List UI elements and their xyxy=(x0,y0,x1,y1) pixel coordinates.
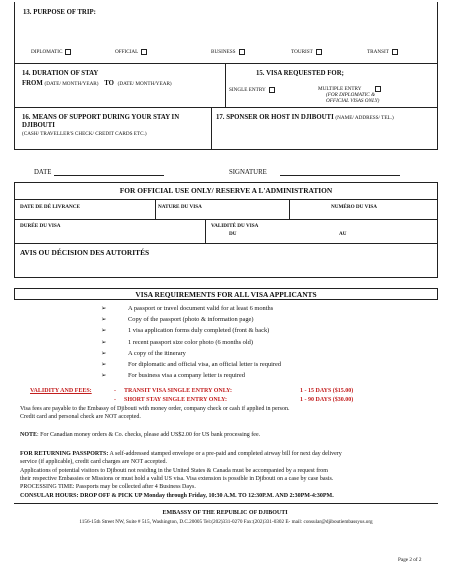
requirement-item: Copy of the passport (photo & information page) xyxy=(128,316,254,324)
single-entry-checkbox[interactable] xyxy=(269,87,275,93)
multiple-note-1: (FOR DIPLOMATIC & xyxy=(326,92,376,98)
official-vline-2 xyxy=(289,199,290,219)
official-checkbox[interactable] xyxy=(141,49,147,55)
validity-value-1: 1 - 15 DAYS ($15.00) xyxy=(300,388,354,394)
footer-rule xyxy=(14,503,438,504)
embassy-address: 1156-15th Street NW, Suite # 515, Washington, D.C.20005 Tel:(202)331-0270 Fax:(202)331-0302 E- mail: consular@djiboutiembassyus.org xyxy=(79,519,373,525)
requirement-item: 1 recent passport size color photo (6 months old) xyxy=(128,338,253,346)
purpose-option-business[interactable]: BUSINESS xyxy=(211,49,245,55)
bullet-arrow-icon: ➢ xyxy=(101,338,107,346)
returning-row: FOR RETURNING PASSPORTS: A self-addressed stamped envelope or a pre-paid and completed airway bill for next day delivery xyxy=(20,451,342,457)
nature-label: NATURE DU VISA xyxy=(158,204,202,210)
requirement-item: A copy of the itinerary xyxy=(128,349,186,357)
means-hint: (CASH/ TRAVELLER'S CHECK/ CREDIT CARDS ETC.) xyxy=(22,131,147,137)
official-divider-2 xyxy=(15,219,437,220)
consular-hours: CONSULAR HOURS: DROP OFF & PICK UP Monday through Friday, 10:30 A.M. TO 12:30P.M. AND 2:30PM-4:30PM. xyxy=(20,493,334,499)
bullet-arrow-icon: ➢ xyxy=(101,372,107,380)
note-row: NOTE: For Canadian money orders & Co. checks, please add US$2.00 for US bank processing fee. xyxy=(20,432,261,438)
bullet-arrow-icon: ➢ xyxy=(101,327,107,335)
fees-line-1: Visa fees are payable to the Embassy of Djibouti with money order, company check or cash if applied in person. xyxy=(20,406,290,412)
date-delivrance-label: DATE DE DÉ LIVRANCE xyxy=(20,204,80,210)
sponsor-host-box xyxy=(211,108,438,150)
numero-label: NUMÉRO DU VISA xyxy=(331,204,378,210)
page-number: Page 2 of 2 xyxy=(398,557,422,563)
applications-line-2: their respective Embassies or Missions or must hold a valid US visa. Visa extension is possible in Djibouti on a case by case basis. xyxy=(20,476,334,482)
visa-requested-box xyxy=(225,64,438,108)
embassy-name: EMBASSY OF THE REPUBLIC OF DJIBOUTI xyxy=(162,510,288,516)
validity-dash-2: - xyxy=(114,397,116,403)
date-label: DATE xyxy=(34,169,52,176)
requirement-item: 1 visa application forms duly completed (front & back) xyxy=(128,327,270,335)
date-line[interactable] xyxy=(54,175,164,176)
au-label: AU xyxy=(339,231,347,237)
duration-of-stay-box xyxy=(14,64,226,108)
validite-label: VALIDITÉ DU VISA xyxy=(211,223,259,229)
requirement-item: For diplomatic and official visa, an official letter is required xyxy=(128,361,282,368)
du-label: DU xyxy=(229,231,237,237)
validity-label: VALIDITY AND FEES: xyxy=(30,388,92,394)
bullet-arrow-icon: ➢ xyxy=(101,361,107,368)
bullet-arrow-icon: ➢ xyxy=(101,305,107,312)
purpose-option-transit[interactable]: TRANSIT xyxy=(367,49,398,55)
transit-checkbox[interactable] xyxy=(392,49,398,55)
single-entry-option[interactable]: SINGLE ENTRY xyxy=(229,87,275,93)
purpose-option-official[interactable]: OFFICIAL xyxy=(115,49,147,55)
official-divider-1 xyxy=(15,199,437,200)
multiple-entry-checkbox[interactable] xyxy=(375,86,381,92)
official-divider-3 xyxy=(15,243,437,244)
duration-from-row: FROM (DATE/ MONTH/YEAR) TO (DATE/ MONTH/YEAR) xyxy=(22,80,172,87)
requirements-title: VISA REQUIREMENTS FOR ALL VISA APPLICANTS xyxy=(135,290,317,299)
duree-label: DURÉE DU VISA xyxy=(20,223,61,229)
returning-line-2: service (if applicable), credit card charges are NOT accepted. xyxy=(20,459,168,465)
signature-line[interactable] xyxy=(280,175,400,176)
sponsor-title-row: 17. SPONSER OR HOST IN DJIBOUTI (NAME/ ADDRESS/ TEL.) xyxy=(216,114,394,121)
tourist-checkbox[interactable] xyxy=(316,49,322,55)
means-title-2: DJIBOUTI xyxy=(22,122,55,129)
applications-line-1: Applications of potential visitors to Djibouti not residing in the United States & Canada must be accompanied by a request from xyxy=(20,468,328,474)
processing-time: PROCESSING TIME: Passports may be collected after 4 Business Days. xyxy=(20,484,196,490)
validity-name-1: TRANSIT VISA SINGLE ENTRY ONLY: xyxy=(124,388,232,394)
requirement-item: For business visa a company letter is required xyxy=(128,372,245,380)
official-use-title: FOR OFFICIAL USE ONLY/ RESERVE A L'ADMINISTRATION xyxy=(119,186,333,195)
requirement-item: A passport or travel document valid for at least 6 months xyxy=(128,305,274,312)
validity-value-2: 1 - 90 DAYS ($30.00) xyxy=(300,397,354,403)
visa-requested-title: 15. VISA REQUESTED FOR; xyxy=(256,70,344,77)
bullet-arrow-icon: ➢ xyxy=(101,316,107,324)
purpose-option-tourist[interactable]: TOURIST xyxy=(291,49,322,55)
diplomatic-checkbox[interactable] xyxy=(65,49,71,55)
purpose-option-diplomatic[interactable]: DIPLOMATIC xyxy=(31,49,71,55)
avis-label: AVIS OU DÉCISION DES AUTORITÉS xyxy=(20,248,150,257)
official-vline-3 xyxy=(205,219,206,243)
purpose-of-trip-box xyxy=(14,2,438,64)
multiple-entry-option[interactable]: MULTIPLE ENTRY xyxy=(318,86,381,92)
requirements-title-box xyxy=(14,288,438,300)
multiple-note-2: OFFICIAL VISAS ONLY) xyxy=(326,98,380,104)
means-title-1: 16. MEANS OF SUPPORT DURING YOUR STAY IN xyxy=(22,114,180,121)
signature-label: SIGNATURE xyxy=(229,169,267,176)
fees-line-2: Credit card and personal check are NOT accepted. xyxy=(20,414,141,420)
business-checkbox[interactable] xyxy=(239,49,245,55)
official-vline-1 xyxy=(155,199,156,219)
means-of-support-box xyxy=(14,108,212,150)
validity-dash-1: - xyxy=(114,388,116,394)
validity-name-2: SHORT STAY SINGLE ENTRY ONLY: xyxy=(124,397,227,403)
duration-title: 14. DURATION OF STAY xyxy=(22,70,99,77)
official-use-box xyxy=(14,182,438,278)
bullet-arrow-icon: ➢ xyxy=(101,349,107,357)
purpose-of-trip-title: 13. PURPOSE OF TRIP: xyxy=(23,9,96,16)
